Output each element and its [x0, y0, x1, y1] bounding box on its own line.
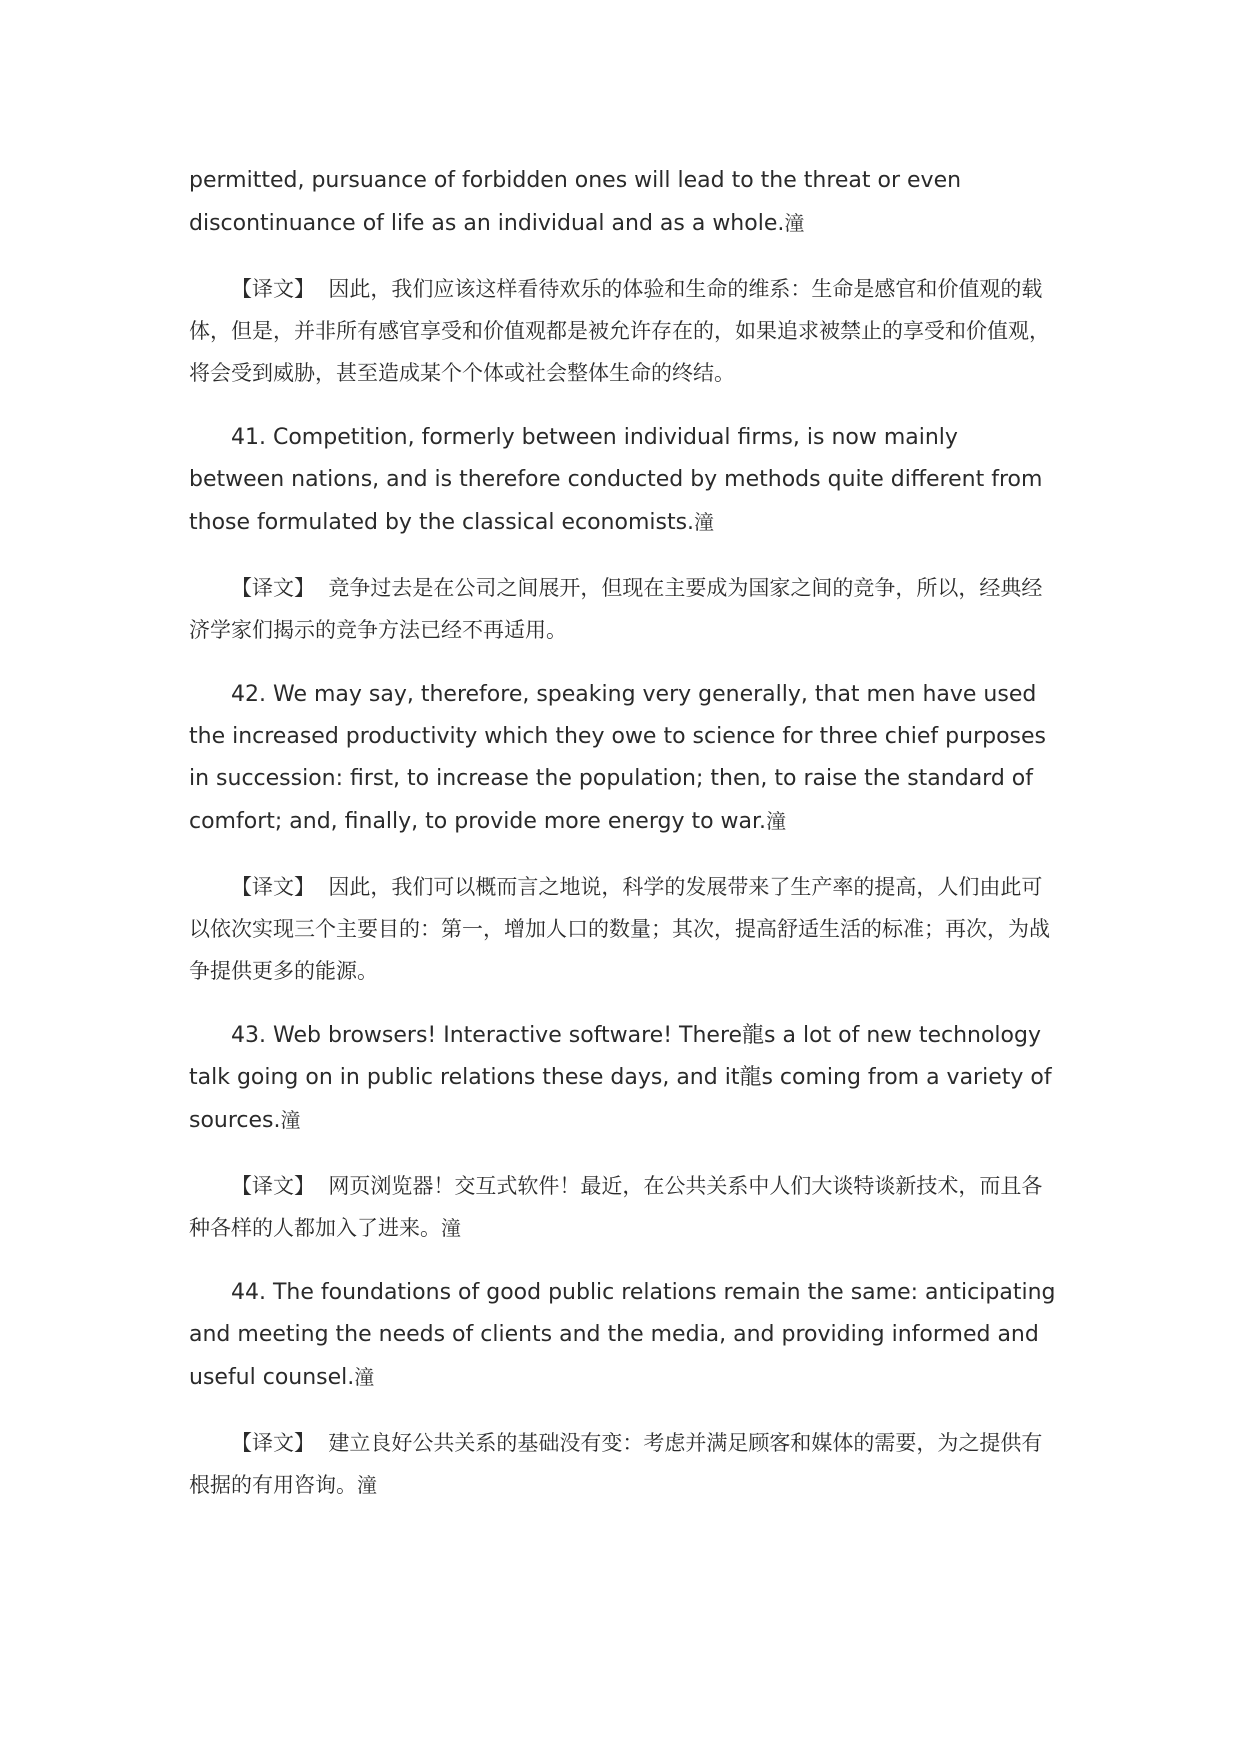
english-paragraph-43 [189, 1015, 1059, 1142]
translation-paragraph [189, 268, 1059, 394]
english-text: 44. The foundations of good public relations remain the same: anticipating and meeting the needs of clients and the media, and providing informed and useful counsel.潼 [189, 1280, 1056, 1390]
english-paragraph-41 [189, 417, 1059, 544]
english-paragraph-continuation [189, 160, 1059, 245]
translation-label: 【译文】 [231, 277, 315, 301]
stray-glyph: 潼 [766, 809, 787, 833]
stray-glyph: 潼 [784, 211, 805, 235]
stray-glyph: 潼 [280, 1108, 301, 1132]
english-paragraph-42 [189, 674, 1059, 843]
stray-glyph: 潼 [354, 1365, 375, 1389]
translation-paragraph-43 [189, 1165, 1059, 1249]
chinese-text: 【译文】 因此，我们可以概而言之地说，科学的发展带来了生产率的提高，人们由此可以依次实现三个主要目的：第一，增加人口的数量；其次，提高舒适生活的标准；再次，为战争提供更多的能源。 [189, 875, 1050, 983]
translation-label: 【译文】 [231, 1174, 315, 1198]
translation-paragraph-42 [189, 866, 1059, 992]
translation-label: 【译文】 [231, 875, 315, 899]
english-text: 41. Competition, formerly between individual firms, is now mainly between nations, and is therefore conducted by methods quite different from those formulated by the classical economists.潼 [189, 425, 1043, 535]
english-text: 43. Web browsers! Interactive software! There龍s a lot of new technology talk going on in public relations these days, and it龍s coming from a variety of sources.潼 [189, 1023, 1052, 1133]
translation-label: 【译文】 [231, 1431, 315, 1455]
chinese-text: 【译文】 网页浏览器！交互式软件！最近，在公共关系中人们大谈特谈新技术，而且各种各样的人都加入了进来。潼 [189, 1174, 1043, 1240]
chinese-text: 【译文】 建立良好公共关系的基础没有变：考虑并满足顾客和媒体的需要，为之提供有根据的有用咨询。潼 [189, 1431, 1043, 1497]
chinese-text: 【译文】 竞争过去是在公司之间展开，但现在主要成为国家之间的竞争，所以，经典经济学家们揭示的竞争方法已经不再适用。 [189, 576, 1043, 642]
english-text: permitted, pursuance of forbidden ones will lead to the threat or even discontinuance of life as an individual and as a whole.潼 [189, 168, 962, 236]
document-page [189, 160, 1059, 1529]
translation-paragraph-44 [189, 1422, 1059, 1506]
translation-paragraph-41 [189, 567, 1059, 651]
english-paragraph-44 [189, 1272, 1059, 1399]
translation-label: 【译文】 [231, 576, 315, 600]
stray-glyph: 潼 [694, 510, 715, 534]
stray-glyph: 潼 [441, 1216, 461, 1240]
english-text: 42. We may say, therefore, speaking very generally, that men have used the increased productivity which they owe to science for three chief purposes in succession: first, to increase the population; then, to raise the standard of comfort; and, finally, to provide more energy to war.潼 [189, 682, 1047, 834]
chinese-text: 【译文】 因此，我们应该这样看待欢乐的体验和生命的维系：生命是感官和价值观的载体，但是，并非所有感官享受和价值观都是被允许存在的，如果追求被禁止的享受和价值观，将会受到威胁，甚至造成某个个体或社会整体生命的终结。 [189, 277, 1050, 385]
stray-glyph: 潼 [357, 1473, 377, 1497]
